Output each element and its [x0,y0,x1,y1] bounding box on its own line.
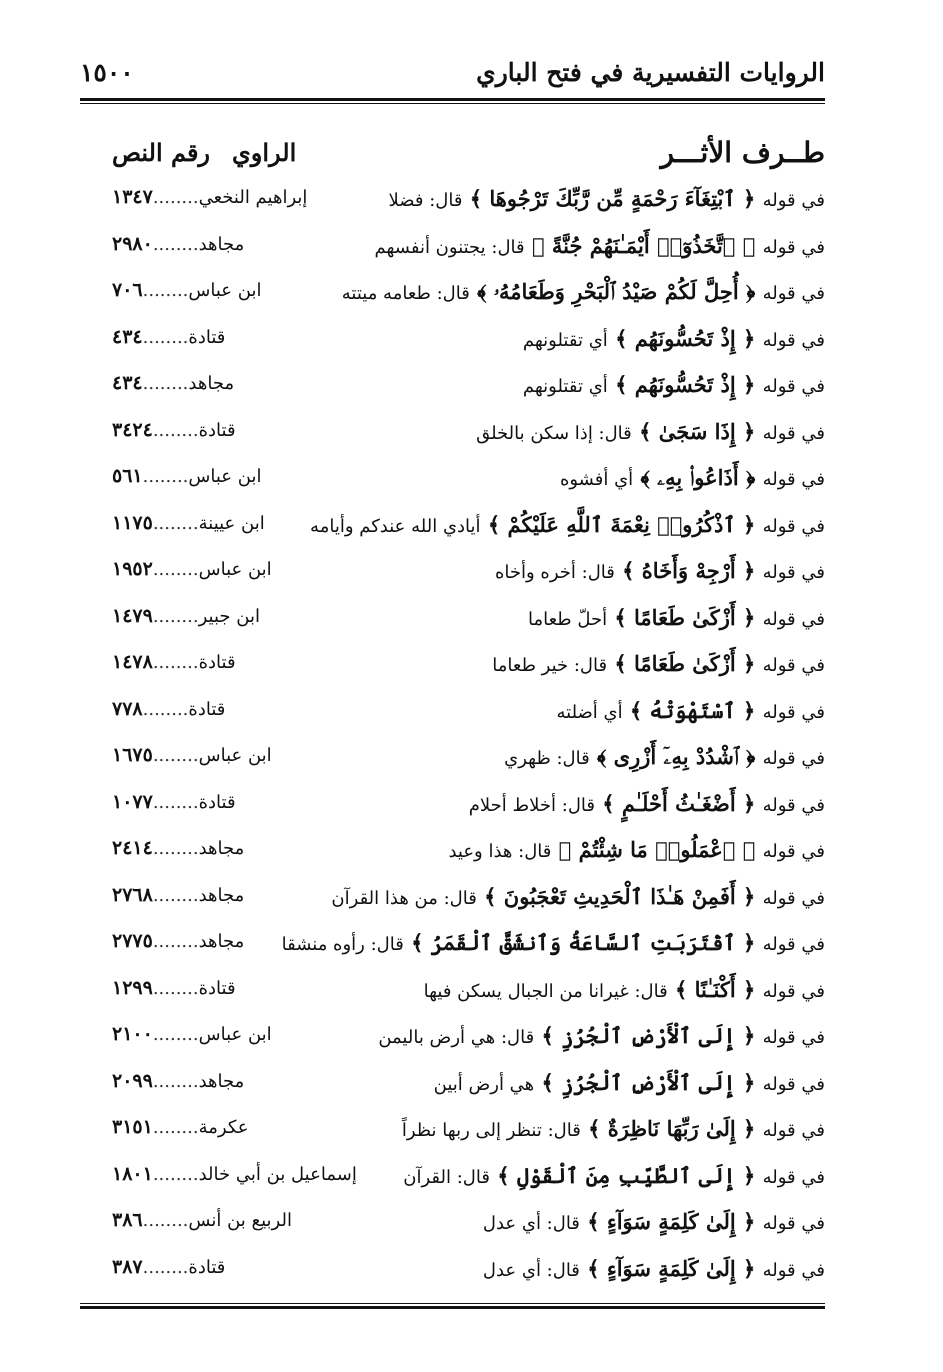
row-prefix: في قوله [762,469,825,490]
index-row [112,504,825,551]
row-quote: ﴿ أَكْنَـٰنًا ﴾ [667,976,763,1002]
row-text: قال: أي عدل [482,1259,580,1281]
row-rawi-num [112,605,260,627]
row-rawi-num [112,186,307,208]
row-text: قال: من هذا القرآن [331,887,477,909]
row-rawi: ابن جبير [198,605,260,627]
index-list [112,178,825,1294]
row-number: ١٤٧٨ [112,651,153,673]
index-row [112,318,825,365]
row-quote: ﴿ أَزْكَىٰ طَعَامًا ﴾ [607,604,763,630]
row-quote: ﴿ إِلَى ٱلْأَرْضِ ٱلْجُرُزِ ﴾ [534,1023,763,1048]
row-text: قال: تنظر إلى ربها نظراً [401,1120,581,1141]
row-number: ٣٨٦ [112,1209,143,1231]
row-text: قال: خير طعاما [492,655,608,676]
row-rawi: عكرمة [198,1117,249,1138]
row-text: قال: القرآن [403,1166,490,1188]
row-number: ١٣٤٧ [112,186,153,208]
row-athar [310,512,825,537]
row-text: أيادي الله عندكم وأيامه [310,515,481,537]
row-number: ٣٨٧ [112,1255,143,1278]
row-number: ٢٤١٤ [112,837,153,859]
row-leader-dots: ........ [152,1024,199,1045]
row-text: قال: طعامه ميتته [341,283,470,304]
index-row [112,597,825,644]
row-number: ٢١٠٠ [112,1023,153,1045]
row-text: قال: هي أرض باليمن [378,1027,535,1048]
column-num: رقم النص [112,138,211,167]
index-row [112,829,825,876]
row-leader-dots: ........ [152,559,199,580]
row-number: ١٦٧٥ [112,744,153,766]
row-rawi-num [112,512,265,534]
index-row [112,457,825,504]
row-quote: ﴿ إِلَىٰ رَبِّهَا نَاظِرَةٌ ﴾ [580,1116,763,1141]
row-rawi: مجاهد [198,1070,245,1092]
row-number: ٧٠٦ [112,279,143,301]
row-prefix: في قوله [762,1120,825,1141]
row-quote: ﴿ ٱبْتِغَآءَ رَحْمَةٍ مِّن رَّبِّكَ تَرْجُوهَا ﴾ [462,186,763,211]
row-quote: ﴿ إِذَا سَجَىٰ ﴾ [631,418,763,444]
row-prefix: في قوله [762,515,825,537]
index-row [112,690,825,737]
row-number: ١١٧٥ [112,511,153,534]
row-prefix: في قوله [762,562,825,583]
row-rawi: قتادة [188,1256,226,1278]
row-prefix: في قوله [762,190,825,211]
row-athar [495,558,825,583]
row-leader-dots: ........ [152,1070,199,1092]
row-rawi-num [112,1163,357,1185]
row-athar [424,977,825,1002]
row-leader-dots: ........ [152,745,199,766]
row-number: ٢٧٦٨ [112,883,153,906]
row-leader-dots: ........ [152,931,199,952]
row-athar [402,1116,825,1141]
row-athar [282,930,825,955]
row-rawi-num [112,558,272,580]
row-rawi: قتادة [198,419,236,441]
row-leader-dots: ........ [152,419,199,441]
row-text: قال: ظهري [504,748,590,769]
row-athar [448,837,825,862]
row-prefix: في قوله [762,887,825,909]
row-leader-dots: ........ [152,1117,199,1138]
row-quote: ﴿ ٱسْتَهْوَتْهُ ﴾ [622,697,763,723]
row-leader-dots: ........ [152,605,199,627]
row-quote: ﴿ أُحِلَّ لَكُمْ صَيْدُ ٱلْبَحْرِ وَطَعَامُهُۥ ﴾ [469,279,763,304]
row-rawi-num [112,1070,244,1092]
row-prefix: في قوله [762,980,825,1002]
index-row [112,1201,825,1248]
row-leader-dots: ........ [152,652,199,673]
row-quote: ﴿ ٱذْكُرُوا۟ نِعْمَةَ ٱللَّهِ عَلَيْكُمْ ﴾ [480,511,763,537]
row-prefix: في قوله [762,841,825,862]
index-row [112,364,825,411]
row-number: ٣١٥١ [112,1116,153,1138]
row-text: قال: رأوه منشقا [281,934,404,955]
row-athar [523,326,825,351]
row-prefix: في قوله [762,655,825,676]
row-quote: ﴿ أَفَمِنْ هَـٰذَا ٱلْحَدِيثِ تَعْجَبُونَ ﴾ [476,883,763,909]
row-rawi-num [112,744,272,766]
row-number: ١٨٠١ [112,1162,153,1185]
row-number: ٢٧٧٥ [112,930,153,952]
row-quote: ﴿ أَذَاعُوا۟ بِهِۦ ﴾ [633,465,763,490]
row-rawi: مجاهد [198,233,245,255]
row-athar [483,1256,825,1281]
row-text: هي أرض أبين [433,1073,535,1095]
row-number: ٧٧٨ [112,697,143,720]
row-text: أي تقتلونهم [522,376,608,397]
row-text: أي أفشوه [559,469,634,490]
row-number: ٢٩٨٠ [112,232,153,255]
index-row [112,178,825,225]
row-leader-dots: ........ [142,1210,189,1231]
index-row [112,783,825,830]
row-rawi: ابن عباس [188,280,262,301]
row-leader-dots: ........ [152,977,199,999]
running-header [80,56,825,96]
row-rawi-num [112,465,261,487]
row-text: قال: يجتنون أنفسهم [374,236,525,258]
row-athar [523,372,825,397]
row-text: قال: أخره وأخاه [494,562,615,583]
row-rawi-num [112,698,225,720]
row-rawi: قتادة [198,977,236,999]
index-row [112,411,825,458]
row-athar [434,1070,825,1095]
row-leader-dots: ........ [142,373,189,394]
row-rawi-num [112,1023,272,1045]
row-rawi-num [112,233,244,255]
row-prefix: في قوله [762,1213,825,1234]
row-text: قال: إذا سكن بالخلق [476,422,632,444]
row-rawi-num [112,279,261,301]
row-rawi: مجاهد [188,373,235,394]
row-quote: ﴿ إِلَىٰ كَلِمَةٍ سَوَآءٍ ﴾ [579,1255,763,1281]
row-rawi-num [112,651,236,673]
row-athar [476,419,825,444]
row-athar [556,698,825,723]
row-quote: ﴿ أَرْجِهْ وَأَخَاهُ ﴾ [614,558,763,583]
row-rawi-num [112,1209,292,1231]
index-row [112,969,825,1016]
row-prefix: في قوله [762,1027,825,1048]
row-prefix: في قوله [762,748,825,769]
row-prefix: في قوله [762,283,825,304]
row-quote: ﴿ إِلَى ٱلطَّيِّبِ مِنَ ٱلْقَوْلِ ﴾ [489,1162,763,1188]
row-rawi: ابن عيينة [198,512,265,534]
row-number: ٥٦١ [112,465,143,487]
footer-rule [80,1303,825,1309]
row-leader-dots: ........ [152,233,199,255]
row-rawi: ابن عباس [188,466,262,487]
row-text: أي تقتلونهم [522,329,608,351]
page-number: ١٥٠٠ [80,58,134,87]
row-rawi-num [112,930,244,952]
row-rawi-num [112,326,225,348]
row-athar [331,884,825,909]
index-row [112,550,825,597]
row-number: ٤٣٤ [112,325,143,348]
row-rawi-num [112,372,234,394]
index-row [112,1015,825,1062]
row-quote: ﴿ أَضْغَـٰثُ أَحْلَـٰمٍ ﴾ [594,790,763,816]
row-quote: ﴿ إِلَى ٱلْأَرْضِ ٱلْجُرُزِ ﴾ [534,1069,763,1095]
row-leader-dots: ........ [152,512,199,534]
row-number: ١٩٥٢ [112,558,153,580]
row-quote: ﴿ ٱشْدُدْ بِهِۦٓ أَزْرِى ﴾ [589,744,763,769]
row-quote: ﴿ إِذْ تَحُسُّونَهُم ﴾ [607,325,763,351]
index-row [112,1248,825,1295]
row-text: أي أضلته [556,701,623,723]
row-quote: ﴿ إِلَىٰ كَلِمَةٍ سَوَآءٍ ﴾ [579,1209,763,1234]
row-rawi: ابن عباس [198,559,272,580]
index-row [112,736,825,783]
row-number: ١٤٧٩ [112,604,153,627]
row-rawi: ابن عباس [198,745,272,766]
row-rawi-num [112,1116,249,1138]
row-rawi: قتادة [198,652,236,673]
row-prefix: في قوله [762,794,825,816]
row-athar [528,605,825,630]
row-prefix: في قوله [762,376,825,397]
column-rawi: الراوي [232,138,297,167]
row-athar [375,233,826,258]
column-headers [112,136,825,172]
row-leader-dots: ........ [142,1256,189,1278]
row-rawi: ابن عباس [198,1024,272,1045]
row-leader-dots: ........ [142,280,189,301]
row-leader-dots: ........ [152,838,199,859]
row-athar [378,1023,825,1048]
row-athar [560,465,825,491]
header-rule [80,98,825,104]
row-rawi: مجاهد [198,838,245,859]
row-text: قال: فضلا [388,190,463,211]
index-row [112,1155,825,1202]
row-number: ١٢٩٩ [112,976,153,999]
row-number: ٢٠٩٩ [112,1069,153,1092]
index-row [112,643,825,690]
index-row [112,876,825,923]
row-rawi-num [112,884,244,906]
row-text: أحلّ طعاما [527,608,608,630]
row-quote: ﴿ أَزْكَىٰ طَعَامًا ﴾ [607,651,763,676]
row-rawi: إبراهيم النخعي [198,187,308,208]
row-quote: ﴿ ٱتَّخَذُوٓا۟ أَيْمَـٰنَهُمْ جُنَّةً ﴾ [524,232,763,258]
row-prefix: في قوله [762,701,825,723]
row-athar [403,1163,825,1188]
row-text: قال: هذا وعيد [448,841,552,862]
row-text: قال: غيرانا من الجبال يسكن فيها [423,980,668,1002]
row-leader-dots: ........ [142,466,189,487]
row-athar [342,279,825,305]
row-rawi: الربيع بن أنس [188,1210,292,1231]
index-row [112,271,825,318]
row-rawi: قتادة [188,698,226,720]
row-prefix: في قوله [762,329,825,351]
index-row [112,1108,825,1155]
row-prefix: في قوله [762,1073,825,1095]
row-athar [483,1209,825,1234]
row-athar [469,791,825,816]
row-prefix: في قوله [762,934,825,955]
header-title: الروايات التفسيرية في فتح الباري [476,58,825,87]
row-leader-dots: ........ [152,884,199,906]
row-number: ٤٣٤ [112,372,143,394]
row-number: ٣٤٢٤ [112,418,153,441]
index-row [112,922,825,969]
index-row [112,1062,825,1109]
row-number: ١٠٧٧ [112,790,153,813]
row-leader-dots: ........ [142,698,189,720]
index-row [112,225,825,272]
column-athar: طــرف الأثـــر [660,136,825,169]
row-leader-dots: ........ [152,187,199,208]
row-prefix: في قوله [762,422,825,444]
row-rawi: إسماعيل بن أبي خالد [198,1163,357,1185]
row-leader-dots: ........ [152,791,199,813]
row-rawi-num [112,791,236,813]
row-rawi-num [112,977,236,999]
row-rawi-num [112,837,244,859]
row-athar [389,186,825,211]
row-text: قال: أي عدل [482,1213,580,1234]
row-quote: ﴿ إِذْ تَحُسُّونَهُم ﴾ [607,372,763,397]
row-text: قال: أخلاط أحلام [468,794,595,816]
row-rawi: مجاهد [198,884,245,906]
row-rawi: قتادة [188,326,226,348]
row-athar [504,744,825,770]
row-prefix: في قوله [762,608,825,630]
row-rawi-num [112,1256,225,1278]
row-leader-dots: ........ [152,1163,199,1185]
row-quote: ﴿ ٱقْتَرَبَتِ ٱلسَّاعَةُ وَٱنشَقَّ ٱلْقَمَرُ ﴾ [403,930,763,955]
row-athar [492,651,825,676]
row-leader-dots: ........ [142,326,189,348]
row-rawi: مجاهد [198,931,245,952]
row-quote: ﴿ ٱعْمَلُوا۟ مَا شِئْتُمْ ﴾ [551,837,763,862]
row-rawi: قتادة [198,791,236,813]
row-rawi-num [112,419,236,441]
row-prefix: في قوله [762,1259,825,1281]
row-prefix: في قوله [762,236,825,258]
row-prefix: في قوله [762,1166,825,1188]
